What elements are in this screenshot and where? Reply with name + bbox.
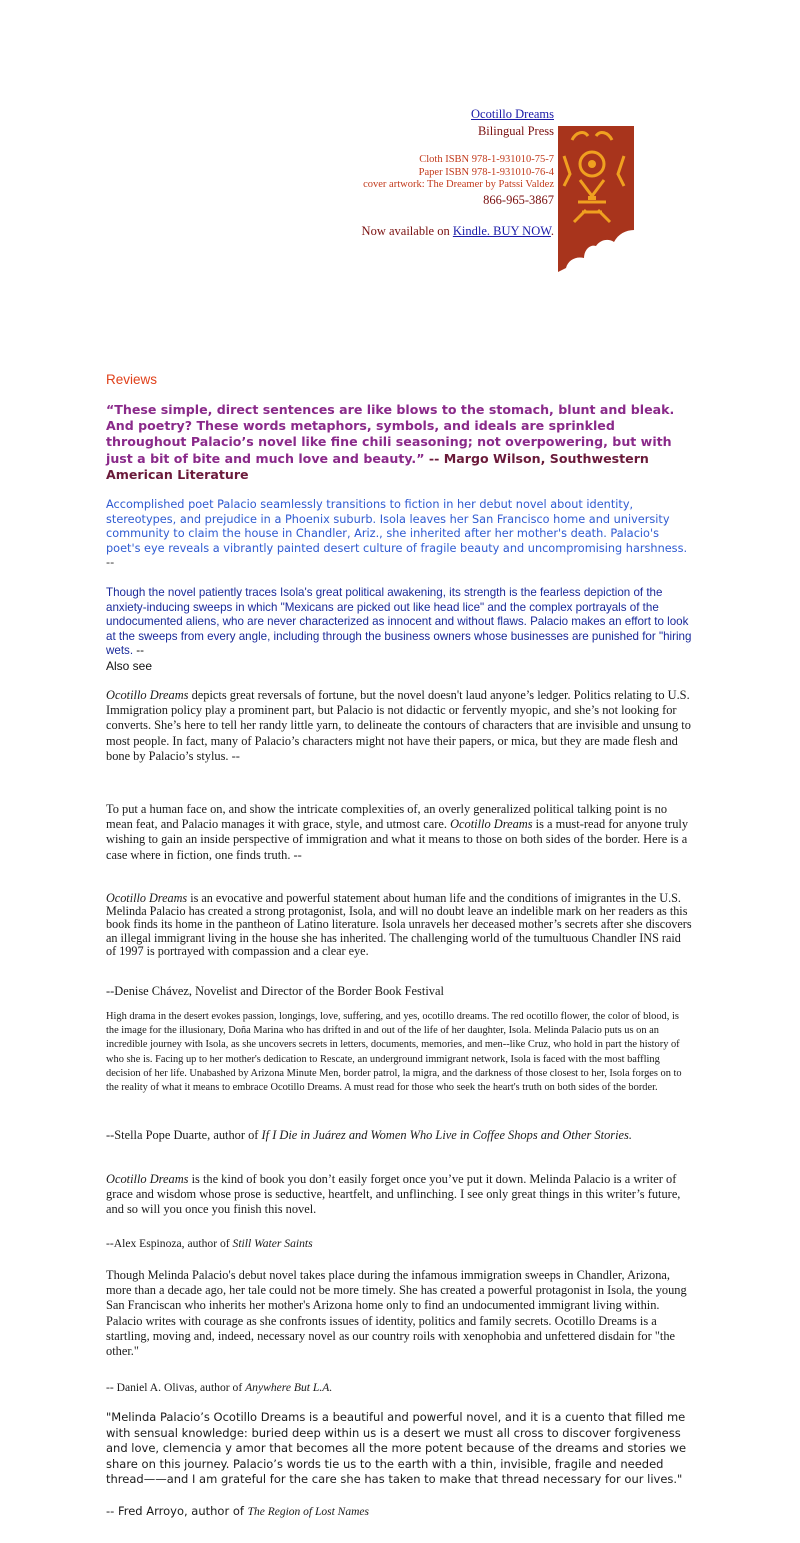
review-paragraph-2 (106, 802, 692, 863)
attribution-text: --Stella Pope Duarte, author of (106, 1128, 262, 1142)
attribution-text: -- Fred Arroyo, author of (106, 1504, 248, 1518)
book-title-link[interactable]: Ocotillo Dreams (471, 107, 554, 121)
availability-period: . (550, 223, 554, 238)
book-title-italic: Ocotillo Dreams (450, 817, 533, 832)
review-text: is an evocative and powerful statement about human life and the conditions of imigrantes in the U.S. Melinda Palacio has created a strong protagonist, Isola, and will no doubt leave an indelible mark on her readers as this book finds its home in the pantheon of Latino literature. Isola unravels her deceased mother’s secrets after she discovers an illegal immigrant living in the house she has inherited. The challenging world of the tumultuous Chandler INS raid of 1997 is portrayed with compassion and a clear eye. (106, 891, 692, 958)
book-title-italic: Ocotillo Dreams (106, 891, 188, 905)
reviews-heading: Reviews (106, 372, 158, 387)
review-blue-paragraph-1 (106, 498, 692, 571)
book-title-italic: Anywhere But L.A. (245, 1381, 333, 1394)
quote-text: “These simple, direct sentences are like blows to the stomach, blunt and bleak. And poetry? These words metaphors, symbols, and ideals are sprinkled throughout Palacio’s novel like fine chili seasoning; not overpowering, but with just a bit of bite and much love and beauty.” (106, 402, 675, 466)
book-title-italic: Still Water Saints (232, 1237, 313, 1250)
availability-line (362, 223, 554, 240)
review-text: Though the novel patiently traces Isola's great political awakening, its strength is the fearless depiction of the anxiety-inducing sweeps in which "Mexicans are picked out like head lice" and the complex portrayals of the undocumented aliens, who are never characterized as innocent and without flaws. Palacio makes an effort to look at the sweeps from every angle, including through the business owners whose businesses are punished for "hiring wets. (106, 586, 692, 658)
attribution-text: -- Daniel A. Olivas, author of (106, 1381, 246, 1394)
review-text: depicts great reversals of fortune, but the novel doesn't laud anyone’s ledger. Politics relating to U.S. Immigration policy play a prominent part, but Palacio is not didactic or fervently myopic, and she’s not looking for converts. She’s here to tell her randy little yarn, to delineate the contours of characters that are invisible and unsung to most people. In fact, many of Palacio’s characters might not have their papers, or mica, but they are made flesh and bone by Palacio’s stylus. -- (106, 688, 691, 763)
publisher-name: Bilingual Press (477, 124, 554, 138)
book-header (362, 106, 554, 240)
review-text: is the kind of book you don’t easily forget once you’ve put it down. Melinda Palacio is a writer of grace and wisdom whose prose is seductive, heartfelt, and unflinching. I see only great things in this writer’s future, and so will you once you finish this novel. (106, 1172, 681, 1217)
book-title-italic: If I Die in Juárez and Women Who Live in Coffee Shops and Other Stories. (261, 1128, 632, 1142)
book-title-italic: Ocotillo Dreams (106, 1172, 189, 1186)
cloth-isbn: Cloth ISBN 978-1-931010-75-7 (419, 154, 554, 165)
review-paragraph-duarte: High drama in the desert evokes passion, longings, love, suffering, and yes, ocotillo dreams. The red ocotillo flower, the color of blood, is the image for the illusionary, Doña Marina who has drifted in and out of the life of her daughter, Isola. Melinda Palacio puts us on an incredible journey with Isola, as she uncovers secrets in letters, documents, memories, and men--like Cruz, who hold in part the history of who she is. Facing up to her mother's dedication to Rescate, an underground immigrant network, Isola is faced with the most baffling decision of her life. Unabashed by Arizona Minute Men, border patrol, la migra, and the darkness of those closest to her, Isola forges on to the reality of what it means to embrace Ocotillo Dreams. A must read for those who seek the heart's truth on both sides of the border. (106, 1011, 682, 1094)
review-attribution-chavez: --Denise Chávez, Novelist and Director of the Border Book Festival (106, 984, 444, 998)
review-text: Accomplished poet Palacio seamlessly transitions to fiction in her debut novel about identity, stereotypes, and prejudice in a Phoenix suburb. Isola leaves her San Francisco home and university community to claim the house in Chandler, Ariz., she inherited after her mother's death. Palacio's poet's eye reveals a vibrantly painted desert culture of fragile beauty and uncompromising harshness. (106, 498, 688, 555)
review-paragraph-3 (106, 892, 692, 958)
review-paragraph-arroyo: "Melinda Palacio’s Ocotillo Dreams is a beautiful and powerful novel, and it is a cuento that filled me with sensual knowledge: buried deep within us is a desert we must all cross to discover forgiveness and love, clemencia y amor that becomes all the more potent because of the dreams and stories we share on this journey. Palacio’s words tie us to the earth with a thin, invisible, fragile and needed thread——and I am grateful for the care she has taken to make that thread necessary for our lives." (106, 1410, 687, 1487)
review-blue-paragraph-2 (106, 586, 692, 659)
attribution-text: --Alex Espinoza, author of (106, 1237, 233, 1250)
review-dash: -- (133, 644, 145, 658)
phone-number: 866-965-3867 (483, 192, 554, 207)
review-paragraph-espinoza (106, 1172, 692, 1218)
review-text: is a must-read for anyone truly wishing to gain an inside perspective of immigration and what it means to those on both sides of the border. Here is a case where in fiction, one finds truth. -- (106, 817, 689, 862)
review-attribution-espinoza (106, 1236, 692, 1251)
quote-author: -- Margo Wilson, Southwestern American Literature (106, 450, 649, 482)
review-quote-margo-wilson (106, 402, 692, 483)
availability-text: Now available on (361, 223, 453, 238)
review-attribution-arroyo (106, 1504, 692, 1520)
review-paragraph-1 (106, 688, 692, 764)
review-attribution-duarte (106, 1128, 692, 1143)
book-title-italic: Ocotillo Dreams (106, 688, 189, 702)
kindle-buy-link[interactable]: Kindle. BUY NOW (452, 223, 551, 238)
also-see-label: Also see (106, 659, 153, 673)
cover-artwork-credit: cover artwork: The Dreamer by Patssi Valdez (363, 179, 554, 190)
review-text: To put a human face on, and show the intricate complexities of, an overly generalized political talking point is no mean feat, and Palacio manages it with grace, style, and utmost care. (106, 802, 668, 832)
publisher-logo-icon (556, 126, 634, 272)
review-attribution-olivas (106, 1380, 692, 1395)
paper-isbn: Paper ISBN 978-1-931010-76-4 (418, 166, 554, 178)
review-dash: -- (106, 556, 115, 570)
review-paragraph-olivas: Though Melinda Palacio's debut novel takes place during the infamous immigration sweeps in Chandler, Arizona, more than a decade ago, her tale could not be more timely. She has created a powerful protagonist in Isola, the young San Franciscan who inherits her mother's Arizona home only to find an undocumented immigrant living within. Palacio writes with courage as she confronts issues of identity, politics and family secrets. Ocotillo Dreams is a startling, moving and, indeed, necessary novel as our country roils with xenophobia and unfettered disdain for "the other." (106, 1268, 687, 1359)
book-title-italic: The Region of Lost Names (247, 1506, 369, 1518)
